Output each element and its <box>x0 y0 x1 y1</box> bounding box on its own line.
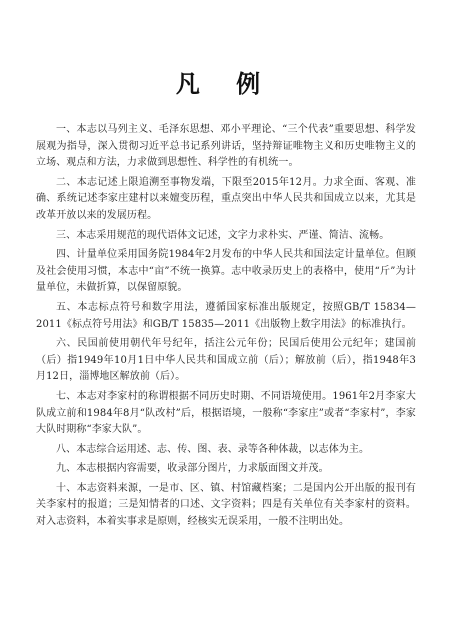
guideline-paragraph-7: 七、本志对李家村的称谓根据不同历史时期、不同语境使用。1961年2月李家大队成立前和1984年8月“队改村”后，根据语境，一般称“李家庄”或者“李家村”，李家大队时期称“李家大队”。 <box>36 390 416 436</box>
guidelines-body <box>36 122 416 534</box>
guideline-paragraph-4: 四、计量单位采用国务院1984年2月发布的中华人民共和国法定计量单位。但顾及社会使用习惯，本志中“亩”不统一换算。志中收录历史上的表格中，使用“斤”为计量单位，未做折算，以保留原貌。 <box>36 249 416 294</box>
guideline-paragraph-9: 九、本志根据内容需要，收录部分图片，力求版面图文并茂。 <box>56 463 329 475</box>
guideline-paragraph-1: 一、本志以马列主义、毛泽东思想、邓小平理论、“三个代表”重要思想、科学发展观为指导，深入贯彻习近平总书记系列讲话，坚持辩证唯物主义和历史唯物主义的立场、观点和方法，力求做到思想性、科学性的有机统一。 <box>36 124 416 169</box>
guideline-paragraph-8: 八、本志综合运用述、志、传、图、表、录等各种体裁，以志体为主。 <box>56 443 370 455</box>
guideline-paragraph-2: 二、本志记述上限追溯至事物发端，下限至2015年12月。力求全面、客观、准确、系统记述李家庄建村以来嬗变历程，重点突出中华人民共和国成立以来，尤其是改革开放以来的发展历程。 <box>36 176 416 221</box>
guideline-paragraph-3: 三、本志采用规范的现代语体文记述，文字力求朴实、严谨、简洁、流畅。 <box>56 229 390 241</box>
guideline-paragraph-5: 五、本志标点符号和数字用法，遵循国家标准出版规定，按照GB/T 15834—2011《标点符号用法》和GB/T 15835—2011《出版物上数字用法》的标准执行。 <box>36 301 416 330</box>
page-title: 凡 例 <box>175 70 275 98</box>
guideline-paragraph-10: 十、本志资料来源，一是市、区、镇、村馆藏档案；二是国内公开出版的报刊有关李家村的报道；三是知情者的口述、文字资料；四是有关单位有关李家村的资料。对入志资料，本着实事求是原则，经核实无误采用，一般不注明出处。 <box>36 482 416 528</box>
guideline-paragraph-6: 六、民国前使用朝代年号纪年，括注公元年份；民国后使用公元纪年；建国前（后）指1949年10月1日中华人民共和国成立前（后）；解放前（后），指1948年3月12日，淄博地区解放前（后）。 <box>36 338 416 383</box>
